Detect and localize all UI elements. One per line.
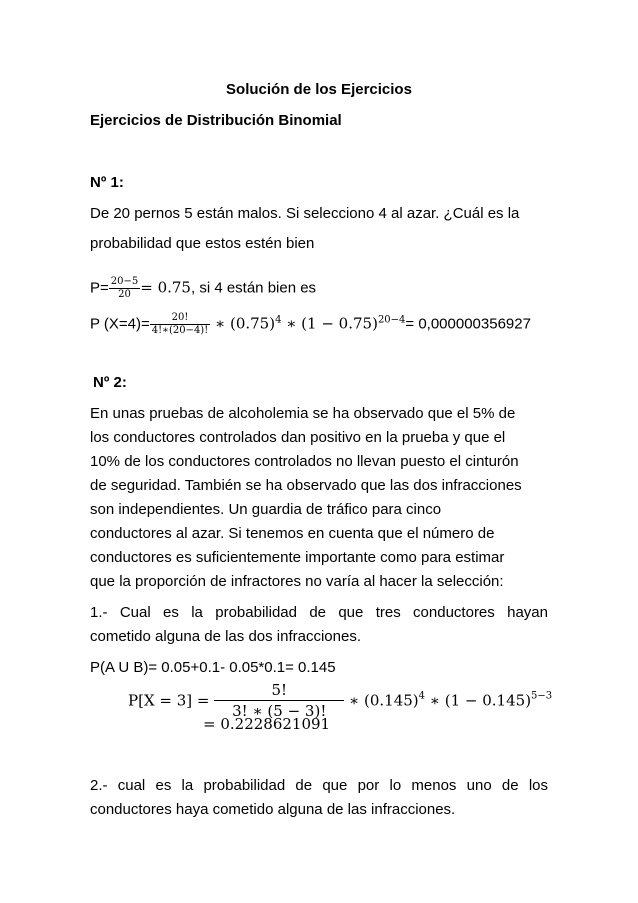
px-denominator: 4!∗(20−4)! [151, 325, 209, 336]
exercise-1-binomial [90, 312, 531, 337]
formula-exponent-2: 5−3 [531, 690, 553, 702]
question-1-line-1: 1.- Cual es la probabilidad de que tres conductores hayan [90, 604, 548, 621]
formula-denominator: 3! ∗ (5 − 3)! [214, 700, 344, 721]
formula-lhs: P[X = 3] = [128, 691, 210, 710]
formula-result: = 0.2228621091 [203, 715, 331, 733]
exercise-2-para-line-7: conductores es suficientemente importante como para estimar [90, 549, 505, 566]
px-result: = 0,000000356927 [405, 315, 531, 333]
p-label: P= [90, 279, 109, 297]
formula-term-2: ∗ (1 − 0.145) [425, 691, 532, 710]
binomial-formula [128, 680, 552, 721]
px-numerator: 20! [171, 312, 189, 323]
p-numerator: 20−5 [110, 276, 139, 287]
px-fraction [150, 312, 210, 337]
question-2-line-2: conductores haya cometido alguna de las infracciones. [90, 801, 456, 818]
exercise-1-heading: Nº 1: [90, 174, 124, 191]
px-label: P (X=4)= [90, 315, 150, 333]
exercise-2-para-line-3: 10% de los conductores controlados no llevan puesto el cinturón [90, 453, 519, 470]
p-denominator: 20 [109, 288, 140, 301]
px-term-1: ∗ (0.75) [210, 314, 276, 333]
exercise-2-para-line-6: conductores al azar. Si tenemos en cuenta que el número de [90, 525, 495, 542]
exercise-1-text-line-1: De 20 pernos 5 están malos. Si selecciono 4 al azar. ¿Cuál es la [90, 205, 520, 222]
exercise-2-para-line-8: que la proporción de infractores no varía al hacer la selección: [90, 573, 504, 590]
exercise-2-para-line-1: En unas pruebas de alcoholemia se ha observado que el 5% de [90, 405, 516, 422]
p-equals: = 0.75 [140, 278, 191, 297]
exercise-2-heading: Nº 2: [93, 374, 127, 391]
p-fraction [109, 276, 140, 301]
exercise-2-para-line-2: los conductores controlados dan positivo en la prueba y que el [90, 429, 506, 446]
exercise-1-probability [90, 276, 316, 301]
union-probability: P(A U B)= 0.05+0.1- 0.05*0.1= 0.145 [90, 659, 336, 676]
question-2-line-1: 2.- cual es la probabilidad de que por lo menos uno de los [90, 777, 548, 794]
px-exponent-2: 20−4 [377, 314, 406, 326]
section-subtitle: Ejercicios de Distribución Binomial [90, 112, 342, 129]
exercise-2-para-line-4: de seguridad. También se ha observado que las dos infracciones [90, 477, 522, 494]
page-title: Solución de los Ejercicios [226, 81, 412, 98]
formula-exponent-1: 4 [418, 690, 426, 702]
formula-numerator: 5! [271, 681, 288, 699]
exercise-2-para-line-5: son independientes. Un guardia de tráfico para cinco [90, 501, 442, 518]
formula-term-1: ∗ (0.145) [344, 691, 419, 710]
exercise-1-text-line-2: probabilidad que estos estén bien [90, 235, 315, 252]
px-term-2: ∗ (1 − 0.75) [281, 314, 378, 333]
p-tail: , si 4 están bien es [190, 279, 317, 297]
px-exponent-1: 4 [275, 314, 282, 326]
question-1-line-2: cometido alguna de las dos infracciones. [90, 628, 361, 645]
